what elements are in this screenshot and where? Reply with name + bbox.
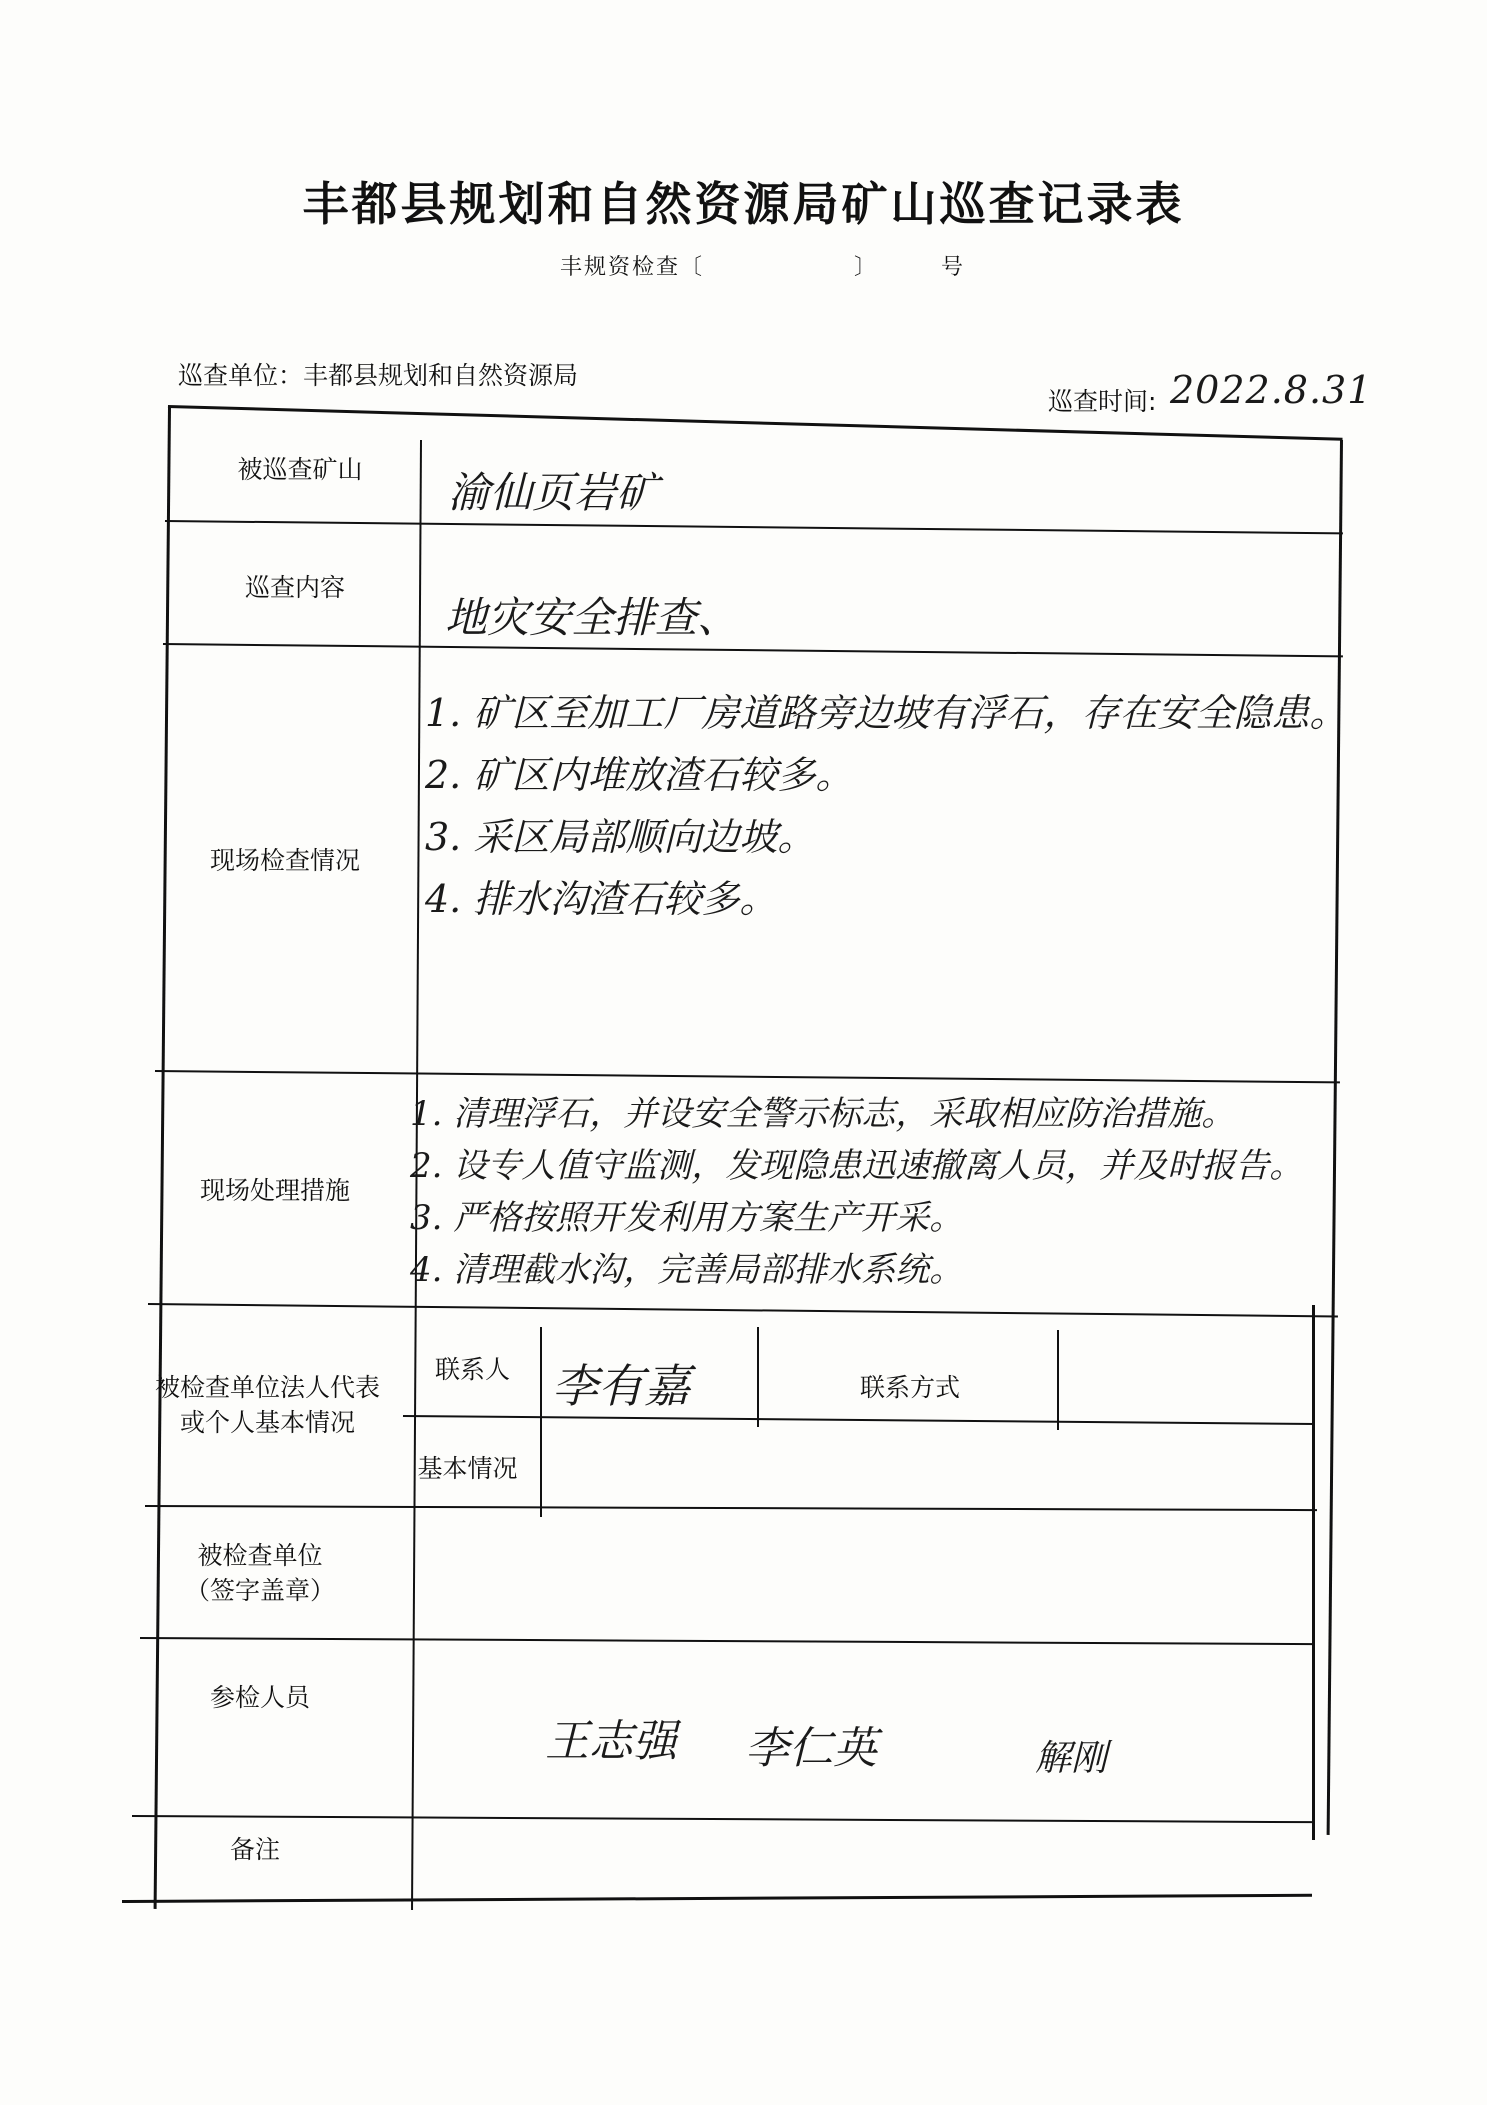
site-measures-item: 1. 清理浮石，并设安全警示标志，采取相应防治措施。 (410, 1094, 1236, 1134)
row-divider-6 (140, 1637, 1315, 1645)
table-border-top (168, 405, 1343, 441)
table-border-right (1327, 440, 1343, 1835)
content-label: 巡查内容 (244, 573, 345, 602)
site-check-item: 1. 矿区至加工厂房道路旁边坡有浮石，存在安全隐患。 (425, 691, 1348, 735)
page-title: 丰都县规划和自然资源局矿山巡查记录表 (302, 177, 1185, 231)
basic-info-label: 基本情况 (417, 1454, 518, 1483)
site-measures-list (410, 1088, 1303, 1296)
contact-method-label: 联系方式 (859, 1373, 960, 1402)
content-value: 地灾安全排查、 (445, 593, 740, 642)
inspectors-label: 参检人员 (209, 1683, 310, 1712)
mine-label: 被巡查矿山 (237, 455, 363, 484)
row-divider-7 (132, 1815, 1312, 1823)
inspect-time-label: 巡查时间: (1048, 387, 1157, 416)
row-divider-3 (155, 1070, 1340, 1083)
contact-signature: 李有嘉 (552, 1359, 690, 1413)
doc-no-prefix: 丰规资检查〔 (560, 255, 705, 280)
row-divider-1 (165, 520, 1343, 534)
row-divider-5 (145, 1505, 1317, 1511)
inspector-signature: 王志强 (545, 1716, 677, 1767)
row-divider-2 (163, 643, 1343, 657)
site-check-item: 2. 矿区内堆放渣石较多。 (425, 753, 854, 797)
inspector-signature: 李仁英 (745, 1723, 877, 1774)
inspected-unit-label: 被检查单位（签字盖章） (184, 1541, 335, 1605)
inspect-time-value: 2022.8.31 (1170, 368, 1373, 412)
site-check-list (425, 682, 1347, 930)
site-measures-item: 2. 设专人值守监测，发现隐患迅速撤离人员，并及时报告。 (410, 1146, 1304, 1186)
contact-label: 联系人 (434, 1355, 510, 1384)
site-measures-item: 3. 严格按照开发利用方案生产开采。 (410, 1198, 964, 1238)
site-measures-label: 现场处理措施 (199, 1176, 350, 1205)
table-border-bottom (122, 1894, 1312, 1903)
site-check-label: 现场检查情况 (209, 846, 360, 875)
site-check-item: 4. 排水沟渣石较多。 (425, 877, 778, 921)
doc-no-suffix: 号 (940, 255, 965, 280)
legal-rep-right-border (1312, 1305, 1315, 1840)
row-divider-4 (148, 1303, 1338, 1317)
doc-no-close: 〕 (854, 255, 879, 280)
contact-method-divider-left (757, 1327, 759, 1427)
remarks-label: 备注 (229, 1835, 280, 1864)
document-number (560, 250, 965, 281)
mine-value: 渝仙页岩矿 (448, 468, 659, 517)
site-check-item: 3. 采区局部顺向边坡。 (425, 815, 816, 859)
site-measures-item: 4. 清理截水沟，完善局部排水系统。 (410, 1250, 964, 1290)
inspect-unit (178, 356, 578, 392)
contact-divider (540, 1327, 542, 1517)
inspect-unit-value: 丰都县规划和自然资源局 (303, 361, 579, 390)
inspect-unit-label: 巡查单位： (178, 361, 304, 390)
inspector-signature: 解刚 (1035, 1738, 1108, 1779)
contact-method-divider-right (1057, 1330, 1059, 1430)
legal-rep-label: 被检查单位法人代表或个人基本情况 (154, 1373, 380, 1437)
table-border-left (154, 407, 171, 1909)
